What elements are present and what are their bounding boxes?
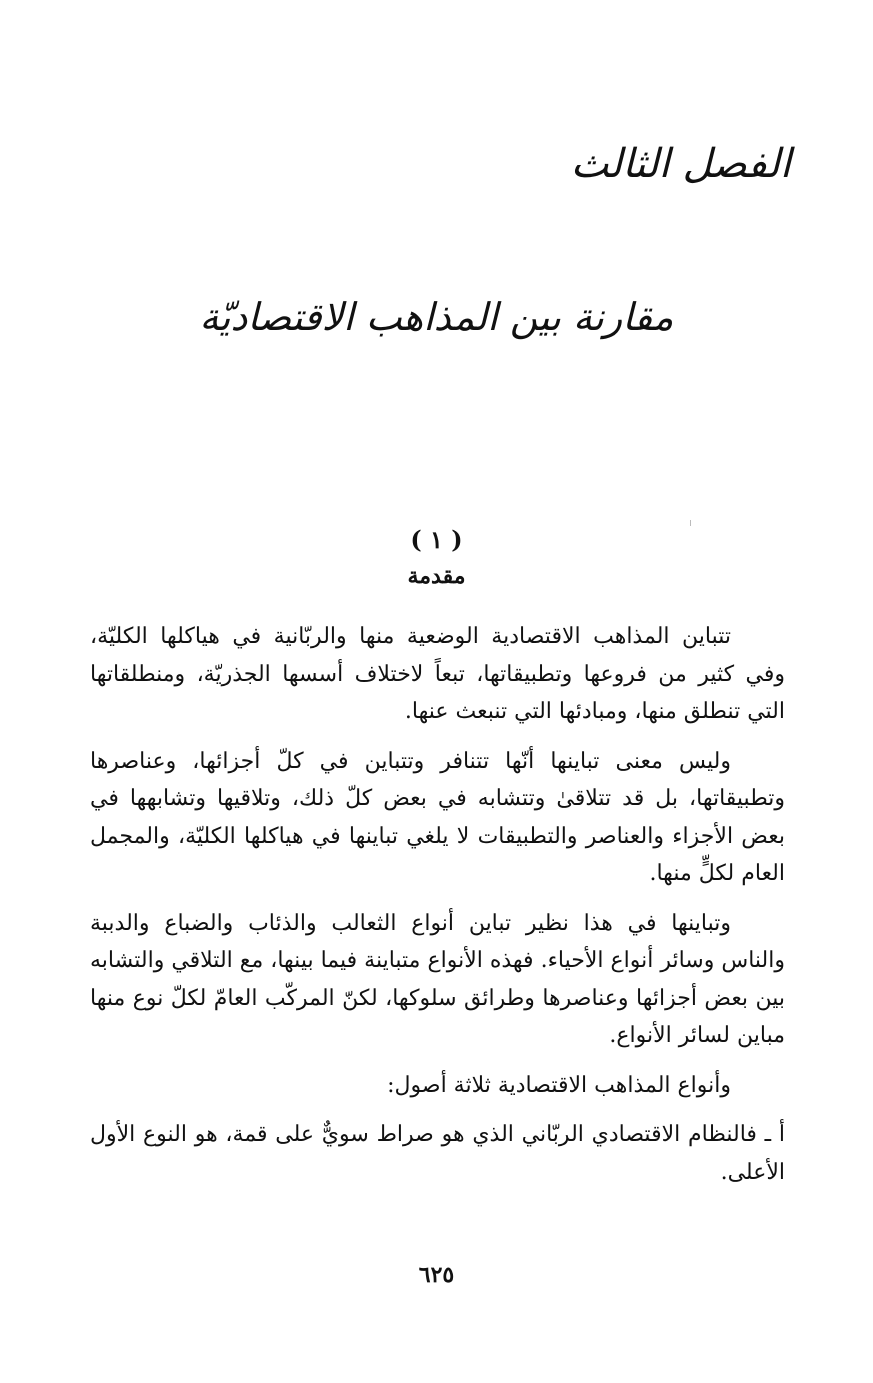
chapter-title: الفصل الثالث (570, 141, 791, 187)
paragraph-5: أ ـ فالنظام الاقتصادي الربّاني الذي هو صراط سويٌّ على قمة، هو النوع الأول الأعلى. (90, 1122, 785, 1185)
paragraph-2: وليس معنى تباينها أنّها تتنافر وتتباين في كلّ أجزائها، وعناصرها وتطبيقاتها، بل قد تتلاقىٰ وتتشابه في بعض كلّ ذلك، وتلاقيها وتشابهها في بعض الأجزاء والعناصر والتطبيقات لا يلغي تباينها في هياكلها الكليّة، والمجمل العام لكلٍّ منها. (90, 748, 785, 886)
paragraph-1: تتباين المذاهب الاقتصادية الوضعية منها والربّانية في هياكلها الكليّة، وفي كثير من فروعها وتطبيقاتها، تبعاً لاختلاف أسسها الجذريّة، ومنطلقاتها التي تنطلق منها، ومبادئها التي تنبعث عنها. (90, 624, 785, 724)
page-number: ٦٢٥ (418, 1262, 455, 1288)
paragraph-4: وأنواع المذاهب الاقتصادية ثلاثة أصول: (387, 1072, 731, 1098)
section-number: ( ١ ) (410, 525, 463, 554)
body-text (90, 618, 785, 1203)
main-title: مقارنة بين المذاهب الاقتصاديّة (199, 295, 674, 339)
section-title: مقدمة (407, 563, 466, 589)
paragraph-3: وتباينها في هذا نظير تباين أنواع الثعالب والذئاب والضباع والدببة والناس وسائر أنواع الأحياء. فهذه الأنواع متباينة فيما بينها، مع التلاقي والتشابه بين بعض أجزائها وعناصرها وطرائق سلوكها، لكنّ المركّب العامّ لكلّ نوع منها مباين لسائر الأنواع. (90, 910, 785, 1048)
